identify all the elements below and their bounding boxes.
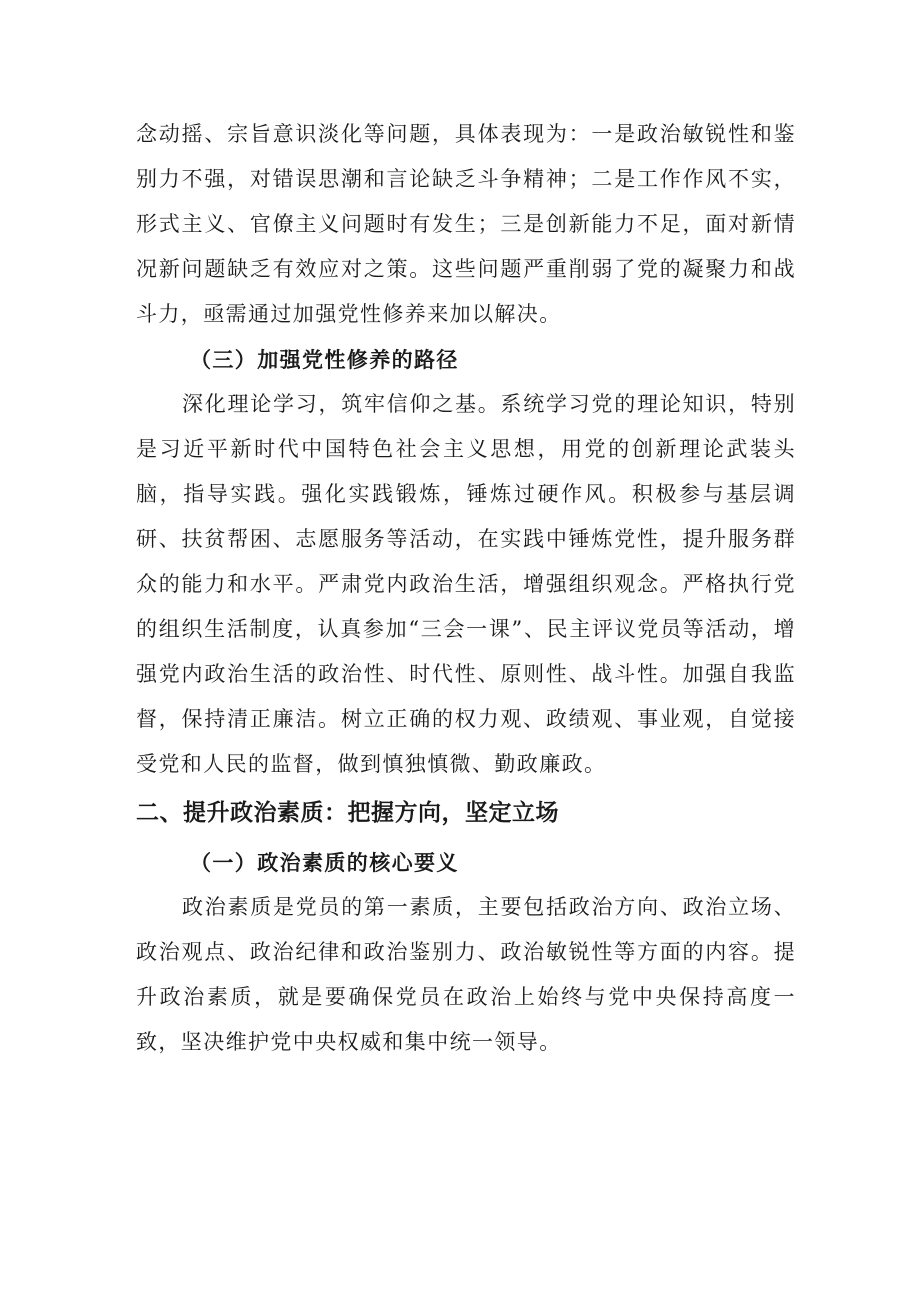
subsection-2-1-paragraph: 政治素质是党员的第一素质，主要包括政治方向、政治立场、政治观点、政治纪律和政治鉴别力、政治敏锐性等方面的内容。提升政治素质，就是要确保党员在政治上始终与党中央保持高度一致，坚决维护党中央权威和集中统一领导。 (136, 895, 796, 1054)
continuation-paragraph: 念动摇、宗旨意识淡化等问题，具体表现为：一是政治敏锐性和鉴别力不强，对错误思潮和言论缺乏斗争精神；二是工作作风不实，形式主义、官僚主义问题时有发生；三是创新能力不足，面对新情况新问题缺乏有效应对之策。这些问题严重削弱了党的凝聚力和战斗力，亟需通过加强党性修养来加以解决。 (136, 122, 796, 326)
document-body (136, 112, 796, 1065)
subsection-3-heading: （三）加强党性修养的路径 (190, 347, 459, 372)
subsection-3-paragraph: 深化理论学习，筑牢信仰之基。系统学习党的理论知识，特别是习近平新时代中国特色社会主义思想，用党的创新理论武装头脑，指导实践。强化实践锻炼，锤炼过硬作风。积极参与基层调研、扶贫帮困、志愿服务等活动，在实践中锤炼党性，提升服务群众的能力和水平。严肃党内政治生活，增强组织观念。严格执行党的组织生活制度，认真参加“三会一课”、民主评议党员等活动，增强党内政治生活的政治性、时代性、原则性、战斗性。加强自我监督，保持清正廉洁。树立正确的权力观、政绩观、事业观，自觉接受党和人民的监督，做到慎独慎微、勤政廉政。 (136, 392, 796, 776)
subsection-2-1-heading: （一）政治素质的核心要义 (190, 850, 459, 875)
section-2-heading: 二、提升政治素质：把握方向，坚定立场 (136, 800, 559, 826)
